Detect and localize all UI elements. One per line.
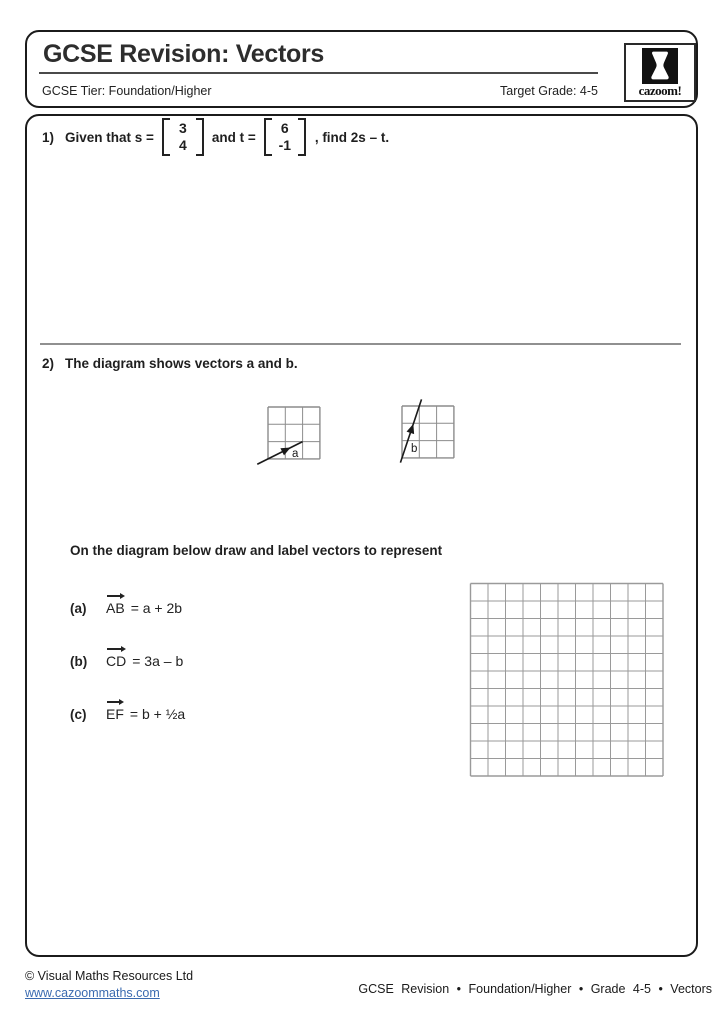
- vector-t-bottom: -1: [278, 137, 292, 153]
- question-1-text-middle: and t =: [211, 129, 256, 145]
- item-a: [70, 600, 182, 617]
- copyright-text: © Visual Maths Resources Ltd: [25, 969, 194, 983]
- vector-notation-AB: [106, 600, 125, 617]
- hourglass-icon: [642, 48, 678, 84]
- title-rule: [39, 72, 598, 74]
- vector-name: CD: [106, 653, 127, 669]
- draw-prompt: On the diagram below draw and label vectors to represent: [70, 543, 443, 558]
- item-c-label: (c): [70, 707, 87, 722]
- website-link[interactable]: www.cazoommaths.com: [25, 986, 160, 1000]
- question-1: [42, 118, 389, 156]
- question-divider: [40, 343, 681, 345]
- column-vector-t: [264, 118, 306, 156]
- vector-b-diagram: [394, 396, 458, 468]
- bracket-left: [264, 118, 272, 156]
- footer-breadcrumb: GCSE Revision • Foundation/Higher • Grade 4-5 • Vectors: [358, 982, 712, 996]
- vector-arrow-icon: [107, 698, 124, 705]
- question-2: [42, 356, 298, 371]
- column-vector-s: [162, 118, 204, 156]
- item-a-expression: = a + 2b: [130, 600, 183, 616]
- cazoom-logo: [624, 43, 696, 102]
- svg-text:a: a: [292, 448, 299, 460]
- vector-s-bottom: 4: [179, 137, 187, 153]
- target-grade-label: Target Grade: 4-5: [500, 84, 598, 98]
- item-b-label: (b): [70, 654, 88, 669]
- vector-t-top: 6: [280, 120, 289, 136]
- question-1-number: 1): [42, 129, 55, 145]
- bracket-left: [162, 118, 170, 156]
- vector-arrow-icon: [107, 645, 126, 652]
- vector-a-diagram: [255, 400, 327, 470]
- question-1-text-before: Given that s =: [65, 129, 154, 145]
- vector-name: AB: [106, 600, 125, 616]
- vector-notation-CD: [106, 653, 126, 670]
- logo-wordmark: cazoom!: [638, 83, 682, 98]
- question-2-text: The diagram shows vectors a and b.: [65, 356, 298, 371]
- item-b: [70, 653, 183, 670]
- item-b-expression: = 3a – b: [132, 653, 184, 669]
- vector-notation-EF: [106, 706, 124, 723]
- item-c-expression: = b + ½a: [129, 706, 186, 722]
- question-1-text-after: , find 2s – t.: [314, 129, 390, 145]
- page-title: GCSE Revision: Vectors: [43, 40, 324, 68]
- item-a-label: (a): [70, 601, 87, 616]
- tier-label: GCSE Tier: Foundation/Higher: [42, 84, 212, 98]
- svg-text:b: b: [411, 443, 418, 455]
- answer-grid: [469, 582, 665, 778]
- question-2-number: 2): [42, 356, 55, 371]
- vector-arrow-icon: [107, 592, 125, 599]
- vector-s-top: 3: [179, 120, 187, 136]
- bracket-right: [298, 118, 306, 156]
- item-c: [70, 706, 185, 723]
- question-panel: [25, 114, 698, 957]
- vector-name: EF: [106, 706, 124, 722]
- bracket-right: [196, 118, 204, 156]
